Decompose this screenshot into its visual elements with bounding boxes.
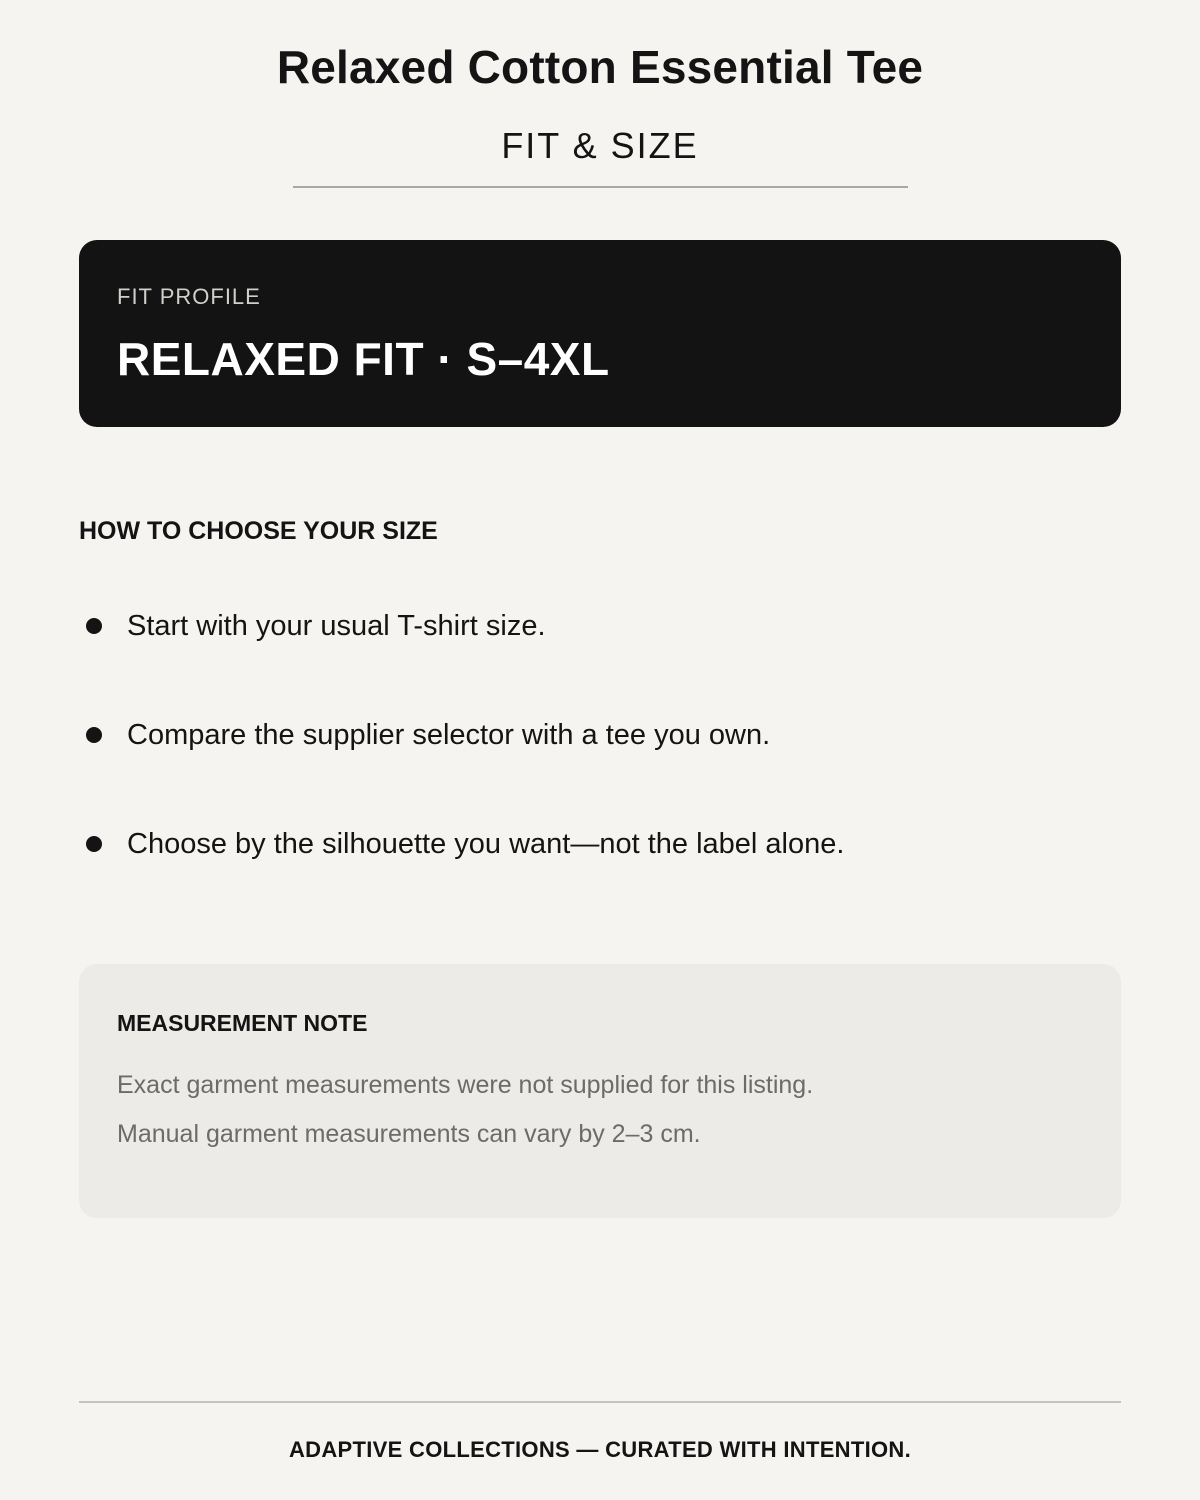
bullet-icon: [86, 727, 102, 743]
header-divider: [293, 186, 908, 188]
bullet-icon: [86, 836, 102, 852]
measurement-note-card: [79, 964, 1121, 1218]
footer-tagline: ADAPTIVE COLLECTIONS — CURATED WITH INTENTION.: [288, 1437, 912, 1462]
footer-divider: [79, 1401, 1121, 1403]
measurement-note-heading: MEASUREMENT NOTE: [117, 1010, 368, 1036]
list-item: [79, 824, 844, 864]
list-item-text: Choose by the silhouette you want—not the label alone.: [127, 828, 845, 860]
size-guide-heading: HOW TO CHOOSE YOUR SIZE: [79, 517, 438, 545]
size-guide-list: [79, 606, 844, 933]
bullet-icon: [86, 618, 102, 634]
page-header: [0, 0, 1200, 188]
measurement-note-line: Manual garment measurements can vary by 2–3 cm.: [117, 1120, 701, 1148]
list-item-text: Start with your usual T-shirt size.: [127, 610, 546, 642]
fit-profile-label: FIT PROFILE: [117, 284, 261, 309]
list-item: [79, 715, 844, 755]
product-title: Relaxed Cotton Essential Tee: [276, 41, 924, 93]
list-item: [79, 606, 844, 646]
list-item-text: Compare the supplier selector with a tee you own.: [127, 719, 771, 751]
fit-profile-card: [79, 240, 1121, 427]
section-title: FIT & SIZE: [501, 125, 699, 166]
fit-profile-value: RELAXED FIT · S–4XL: [117, 333, 610, 385]
measurement-note-line: Exact garment measurements were not supplied for this listing.: [117, 1071, 814, 1099]
